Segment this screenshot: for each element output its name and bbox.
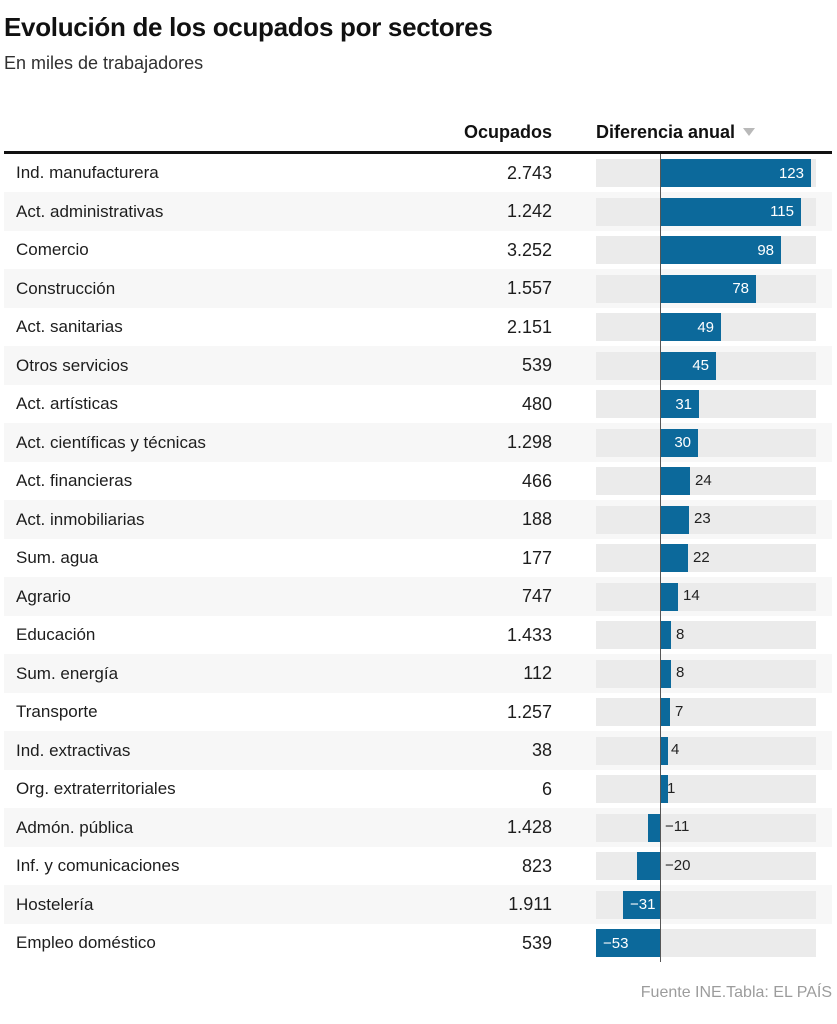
table-row [4, 154, 832, 193]
table-row [4, 539, 832, 578]
diferencia-value-label: 7 [675, 702, 684, 720]
sector-label: Act. financieras [16, 471, 133, 491]
sector-label: Sum. energía [16, 663, 119, 683]
diferencia-bar [661, 737, 668, 765]
column-header-diferencia-label: Diferencia anual [596, 121, 736, 142]
diferencia-bar-with-label: 49 [661, 313, 721, 341]
sector-label: Ind. manufacturera [16, 163, 159, 183]
page-subtitle: En miles de trabajadores [4, 53, 204, 74]
ocupados-value: 823 [521, 855, 552, 876]
diferencia-value-label: −20 [665, 856, 691, 874]
diferencia-bar-cell [596, 462, 816, 501]
bar-track [596, 775, 816, 803]
diferencia-bar-cell [596, 154, 816, 193]
ocupados-value: 2.151 [506, 316, 552, 337]
diferencia-bar-cell [596, 847, 816, 886]
diferencia-bar-cell [596, 192, 816, 231]
diferencia-bar-cell [596, 346, 816, 385]
table-row [4, 654, 832, 693]
table-row [4, 385, 832, 424]
table-row [4, 731, 832, 770]
bar-track [596, 429, 816, 457]
diferencia-bar-with-label: 31 [661, 390, 699, 418]
source-credit: Fuente INE.Tabla: EL PAÍS [640, 984, 832, 1002]
diferencia-bar-cell [596, 269, 816, 308]
ocupados-value: 480 [521, 393, 552, 414]
bar-track [596, 852, 816, 880]
diferencia-bar-cell [596, 693, 816, 732]
sector-label: Ind. extractivas [16, 740, 131, 760]
diferencia-value-label: 8 [676, 625, 685, 643]
ocupados-value: 1.433 [506, 624, 552, 645]
table-row [4, 231, 832, 270]
zero-axis-line [660, 154, 661, 963]
diferencia-bar [661, 698, 670, 726]
table-row [4, 308, 832, 347]
diferencia-bar-cell [596, 885, 816, 924]
table-row [4, 462, 832, 501]
ocupados-value: 1.911 [508, 894, 552, 915]
diferencia-bar [661, 506, 689, 534]
ocupados-value: 188 [521, 509, 552, 530]
diferencia-bar-cell [596, 539, 816, 578]
diferencia-bar-cell [596, 616, 816, 655]
diferencia-bar-cell [596, 500, 816, 539]
table-row [4, 616, 832, 655]
diferencia-bar-with-label: 123 [661, 159, 811, 187]
ocupados-value: 6 [541, 778, 552, 799]
ocupados-value: 539 [521, 355, 552, 376]
diferencia-bar-cell [596, 577, 816, 616]
sector-label: Act. científicas y técnicas [16, 432, 206, 452]
table-row [4, 693, 832, 732]
bar-track [596, 621, 816, 649]
page-title: Evolución de los ocupados por sectores [4, 12, 493, 42]
bar-track [596, 390, 816, 418]
table-row [4, 192, 832, 231]
sector-label: Act. sanitarias [16, 317, 123, 337]
ocupados-value: 747 [521, 586, 552, 607]
table-header [4, 122, 832, 143]
sector-label: Educación [16, 625, 96, 645]
ocupados-value: 1.428 [506, 817, 552, 838]
diferencia-bar-cell [596, 770, 816, 809]
diferencia-bar [661, 660, 671, 688]
diferencia-bar-cell [596, 423, 816, 462]
diferencia-bar-cell [596, 385, 816, 424]
ocupados-value: 1.242 [506, 201, 552, 222]
diferencia-bar-with-label: −31 [623, 891, 661, 919]
sector-label: Inf. y comunicaciones [16, 856, 180, 876]
table-row [4, 269, 832, 308]
bar-track [596, 737, 816, 765]
ocupados-value: 177 [521, 547, 552, 568]
ocupados-value: 38 [531, 740, 552, 761]
sector-label: Admón. pública [16, 817, 134, 837]
table-rows [4, 154, 832, 963]
diferencia-value-label: 14 [683, 587, 700, 605]
diferencia-value-label: 1 [667, 779, 676, 797]
diferencia-value-label: 23 [694, 510, 711, 528]
table-row [4, 500, 832, 539]
diferencia-bar-cell [596, 231, 816, 270]
diferencia-bar [661, 583, 678, 611]
sector-label: Sum. agua [16, 548, 99, 568]
sector-label: Org. extraterritoriales [16, 779, 176, 799]
diferencia-bar-cell [596, 654, 816, 693]
sector-label: Otros servicios [16, 355, 129, 375]
diferencia-bar [661, 544, 688, 572]
ocupados-value: 2.743 [506, 162, 552, 183]
sector-label: Comercio [16, 240, 89, 260]
diferencia-bar [661, 621, 671, 649]
bar-track [596, 698, 816, 726]
diferencia-bar-with-label: 115 [661, 198, 801, 226]
ocupados-value: 3.252 [506, 239, 552, 260]
diferencia-bar-with-label: 45 [661, 352, 716, 380]
diferencia-value-label: 22 [693, 548, 710, 566]
diferencia-bar-with-label: 98 [661, 236, 781, 264]
sector-label: Act. inmobiliarias [16, 509, 145, 529]
bar-track [596, 814, 816, 842]
column-header-diferencia-anual[interactable] [596, 122, 832, 143]
ocupados-value: 539 [521, 932, 552, 953]
sort-descending-icon [743, 128, 755, 136]
diferencia-bar-cell [596, 924, 816, 963]
table-row [4, 885, 832, 924]
table-row [4, 423, 832, 462]
diferencia-value-label: 24 [695, 471, 712, 489]
ocupados-value: 1.298 [506, 432, 552, 453]
bar-track [596, 660, 816, 688]
diferencia-bar [637, 852, 661, 880]
diferencia-value-label: 8 [676, 664, 685, 682]
sector-label: Act. administrativas [16, 201, 164, 221]
ocupados-value: 466 [521, 470, 552, 491]
column-header-ocupados[interactable]: Ocupados [463, 121, 552, 142]
diferencia-bar-with-label: 30 [661, 429, 698, 457]
sector-label: Construcción [16, 278, 116, 298]
diferencia-bar [661, 467, 690, 495]
table-row [4, 924, 832, 963]
table-row [4, 847, 832, 886]
table-row [4, 808, 832, 847]
sector-label: Transporte [16, 702, 98, 722]
ocupados-value: 112 [523, 663, 552, 684]
diferencia-value-label: 4 [671, 741, 680, 759]
diferencia-bar-cell [596, 731, 816, 770]
sector-label: Empleo doméstico [16, 933, 156, 953]
ocupados-value: 1.257 [506, 701, 552, 722]
sector-label: Act. artísticas [16, 394, 119, 414]
sector-label: Hostelería [16, 894, 94, 914]
table-row [4, 346, 832, 385]
diferencia-value-label: −11 [665, 818, 690, 836]
ocupados-value: 1.557 [506, 278, 552, 299]
bar-track [596, 583, 816, 611]
diferencia-bar-with-label: −53 [596, 929, 661, 957]
table-row [4, 770, 832, 809]
sector-label: Agrario [16, 586, 71, 606]
diferencia-bar-cell [596, 308, 816, 347]
table-row [4, 577, 832, 616]
diferencia-bar-with-label: 78 [661, 275, 756, 303]
diferencia-bar-cell [596, 808, 816, 847]
